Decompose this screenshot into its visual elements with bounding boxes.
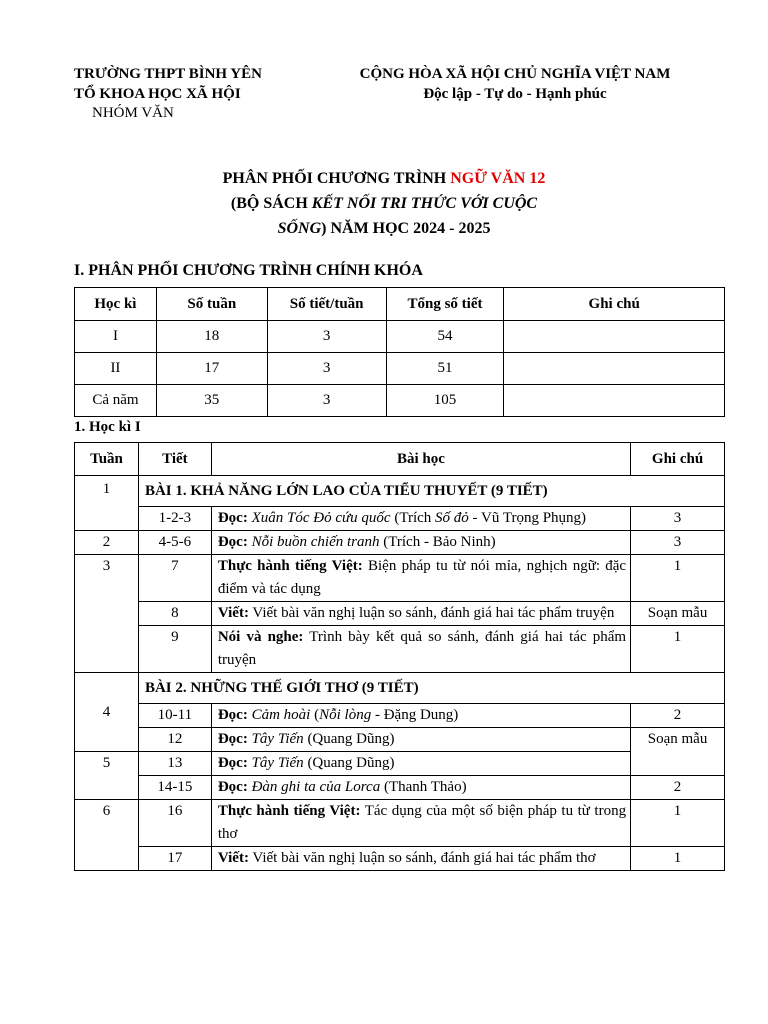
- note-cell: 1: [631, 847, 725, 871]
- lesson-cell: [211, 847, 630, 871]
- col-header: Ghi chú: [504, 288, 725, 321]
- lesson-cell: [211, 602, 630, 626]
- lesson-label: Đọc:: [217, 755, 248, 771]
- table-row: [75, 353, 725, 385]
- table-cell: 17: [156, 353, 267, 385]
- col-header: Ghi chú: [631, 443, 725, 476]
- lesson-label: Đọc:: [217, 510, 248, 526]
- lesson-label: Viết:: [217, 850, 249, 866]
- lesson-cell: [211, 626, 630, 673]
- table-cell: 3: [267, 321, 386, 353]
- lesson-label: Đọc:: [217, 779, 248, 795]
- lesson-cell: [211, 776, 630, 800]
- note-cell: 3: [631, 507, 725, 531]
- table-cell: 3: [267, 353, 386, 385]
- week-cell: 2: [75, 531, 139, 555]
- note-cell: 1: [631, 626, 725, 673]
- lesson-text: (Quang Dũng): [303, 731, 395, 747]
- lesson-cell: [211, 507, 630, 531]
- title-subject: NGỮ VĂN 12: [450, 170, 546, 187]
- lesson-work: Tây Tiến: [251, 731, 304, 747]
- table-row: [75, 321, 725, 353]
- period-cell: 12: [138, 728, 211, 752]
- note-cell: Soạn mẫu: [631, 602, 725, 626]
- lesson-text: Viết bài văn nghị luận so sánh, đánh giá hai tác phẩm thơ: [248, 850, 596, 866]
- lesson-cell: [211, 531, 630, 555]
- lesson-text: (: [310, 707, 320, 723]
- lesson-work: Đàn ghi ta của Lorca: [251, 779, 381, 795]
- period-cell: 1-2-3: [138, 507, 211, 531]
- table-row: [75, 476, 725, 507]
- group-name: NHÓM VĂN: [92, 105, 174, 121]
- table-row: [75, 602, 725, 626]
- period-cell: 17: [138, 847, 211, 871]
- period-cell: 7: [138, 555, 211, 602]
- school-name: TRƯỜNG THPT BÌNH YÊN: [74, 66, 262, 82]
- period-cell: 9: [138, 626, 211, 673]
- week-cell: 6: [75, 800, 139, 871]
- lesson-text: (Quang Dũng): [303, 755, 395, 771]
- period-cell: 14-15: [138, 776, 211, 800]
- lesson-text: Biện pháp tu từ nói mỉa, nghịch ngữ: đặc điểm và tác dụng: [217, 558, 627, 597]
- lesson-cell: [211, 752, 630, 776]
- period-cell: 8: [138, 602, 211, 626]
- table-header-row: [75, 288, 725, 321]
- lesson-work: Cảm hoài: [251, 707, 311, 723]
- table-header-row: [75, 443, 725, 476]
- title-book-name: KẾT NỐI TRI THỨC VỚI CUỘC: [311, 195, 538, 212]
- unit-title: BÀI 2. NHỮNG THẾ GIỚI THƠ (9 TIẾT): [138, 673, 724, 704]
- table-cell: 3: [267, 385, 386, 417]
- note-cell: 1: [631, 800, 725, 847]
- table-cell: Cả năm: [75, 385, 157, 417]
- col-header: Số tiết/tuần: [267, 288, 386, 321]
- table-row: [75, 507, 725, 531]
- lesson-label: Thực hành tiếng Việt:: [217, 803, 361, 819]
- overview-table: [74, 287, 725, 417]
- unit-title: BÀI 1. KHẢ NĂNG LỚN LAO CỦA TIỂU THUYẾT (9 TIẾT): [138, 476, 724, 507]
- table-cell: 18: [156, 321, 267, 353]
- lesson-cell: [211, 555, 630, 602]
- table-row: [75, 626, 725, 673]
- table-row: [75, 704, 725, 728]
- table-cell: 51: [386, 353, 504, 385]
- period-cell: 13: [138, 752, 211, 776]
- lesson-text: (Thanh Thảo): [380, 779, 467, 795]
- table-cell: II: [75, 353, 157, 385]
- note-cell: 2: [631, 776, 725, 800]
- col-header: Học kì: [75, 288, 157, 321]
- table-cell: 35: [156, 385, 267, 417]
- title-line1: PHÂN PHỐI CHƯƠNG TRÌNH: [222, 170, 451, 187]
- title-line2: (BỘ SÁCH: [230, 195, 312, 212]
- week-cell: 3: [75, 555, 139, 673]
- note-cell: Soạn mẫu: [631, 728, 725, 776]
- table-row: [75, 531, 725, 555]
- col-header: Tiết: [138, 443, 211, 476]
- table-row: [75, 752, 725, 776]
- col-header: Tổng số tiết: [386, 288, 504, 321]
- note-cell: 2: [631, 704, 725, 728]
- lesson-text: (Trích - Bảo Ninh): [379, 534, 496, 550]
- note-cell: 1: [631, 555, 725, 602]
- country-name: CỘNG HÒA XÃ HỘI CHỦ NGHĨA VIỆT NAM: [359, 66, 671, 82]
- table-cell: 54: [386, 321, 504, 353]
- table-row: [75, 555, 725, 602]
- table-cell: [504, 353, 725, 385]
- lesson-label: Thực hành tiếng Việt:: [217, 558, 363, 574]
- lesson-cell: [211, 728, 630, 752]
- note-cell: 3: [631, 531, 725, 555]
- table-cell: [504, 385, 725, 417]
- national-motto: Độc lập - Tự do - Hạnh phúc: [423, 86, 607, 102]
- lesson-text: Viết bài văn nghị luận so sánh, đánh giá hai tác phẩm truyện: [248, 605, 615, 621]
- lesson-work: Tây Tiến: [251, 755, 304, 771]
- week-cell: 5: [75, 752, 139, 800]
- lesson-work: Nỗi lòng: [319, 707, 372, 723]
- table-row: [75, 385, 725, 417]
- lesson-text: - Đặng Dung): [371, 707, 459, 723]
- document-title: [74, 166, 694, 241]
- table-row: [75, 728, 725, 752]
- semester-heading: 1. Học kì I: [74, 419, 141, 435]
- period-cell: 10-11: [138, 704, 211, 728]
- table-cell: [504, 321, 725, 353]
- lesson-work: Số đỏ: [435, 510, 469, 526]
- lesson-label: Nói và nghe:: [217, 629, 304, 645]
- week-cell: 4: [75, 673, 139, 752]
- col-header: Số tuần: [156, 288, 267, 321]
- week-cell: 1: [75, 476, 139, 531]
- department-name: TỔ KHOA HỌC XÃ HỘI: [74, 86, 241, 102]
- section-heading: I. PHÂN PHỐI CHƯƠNG TRÌNH CHÍNH KHÓA: [74, 262, 423, 279]
- lesson-table: [74, 442, 725, 871]
- table-row: [75, 800, 725, 847]
- table-cell: 105: [386, 385, 504, 417]
- lesson-work: Nỗi buồn chiến tranh: [251, 534, 380, 550]
- table-row: [75, 847, 725, 871]
- lesson-cell: [211, 800, 630, 847]
- table-row: [75, 673, 725, 704]
- lesson-text: - Vũ Trọng Phụng): [468, 510, 587, 526]
- col-header: Tuần: [75, 443, 139, 476]
- lesson-label: Đọc:: [217, 534, 248, 550]
- period-cell: 16: [138, 800, 211, 847]
- col-header: Bài học: [211, 443, 630, 476]
- lesson-label: Đọc:: [217, 707, 248, 723]
- lesson-label: Viết:: [217, 605, 249, 621]
- table-cell: I: [75, 321, 157, 353]
- lesson-label: Đọc:: [217, 731, 248, 747]
- period-cell: 4-5-6: [138, 531, 211, 555]
- lesson-text: (Trích: [390, 510, 436, 526]
- title-book-name-end: SỐNG: [277, 220, 322, 237]
- lesson-text: Tác dụng của một số biện pháp tu từ trong thơ: [217, 803, 627, 842]
- table-row: [75, 776, 725, 800]
- lesson-text: Trình bày kết quả so sánh, đánh giá hai tác phẩm truyện: [217, 629, 627, 668]
- title-school-year: ) NĂM HỌC 2024 - 2025: [321, 220, 491, 237]
- lesson-work: Xuân Tóc Đỏ cứu quốc: [251, 510, 391, 526]
- lesson-cell: [211, 704, 630, 728]
